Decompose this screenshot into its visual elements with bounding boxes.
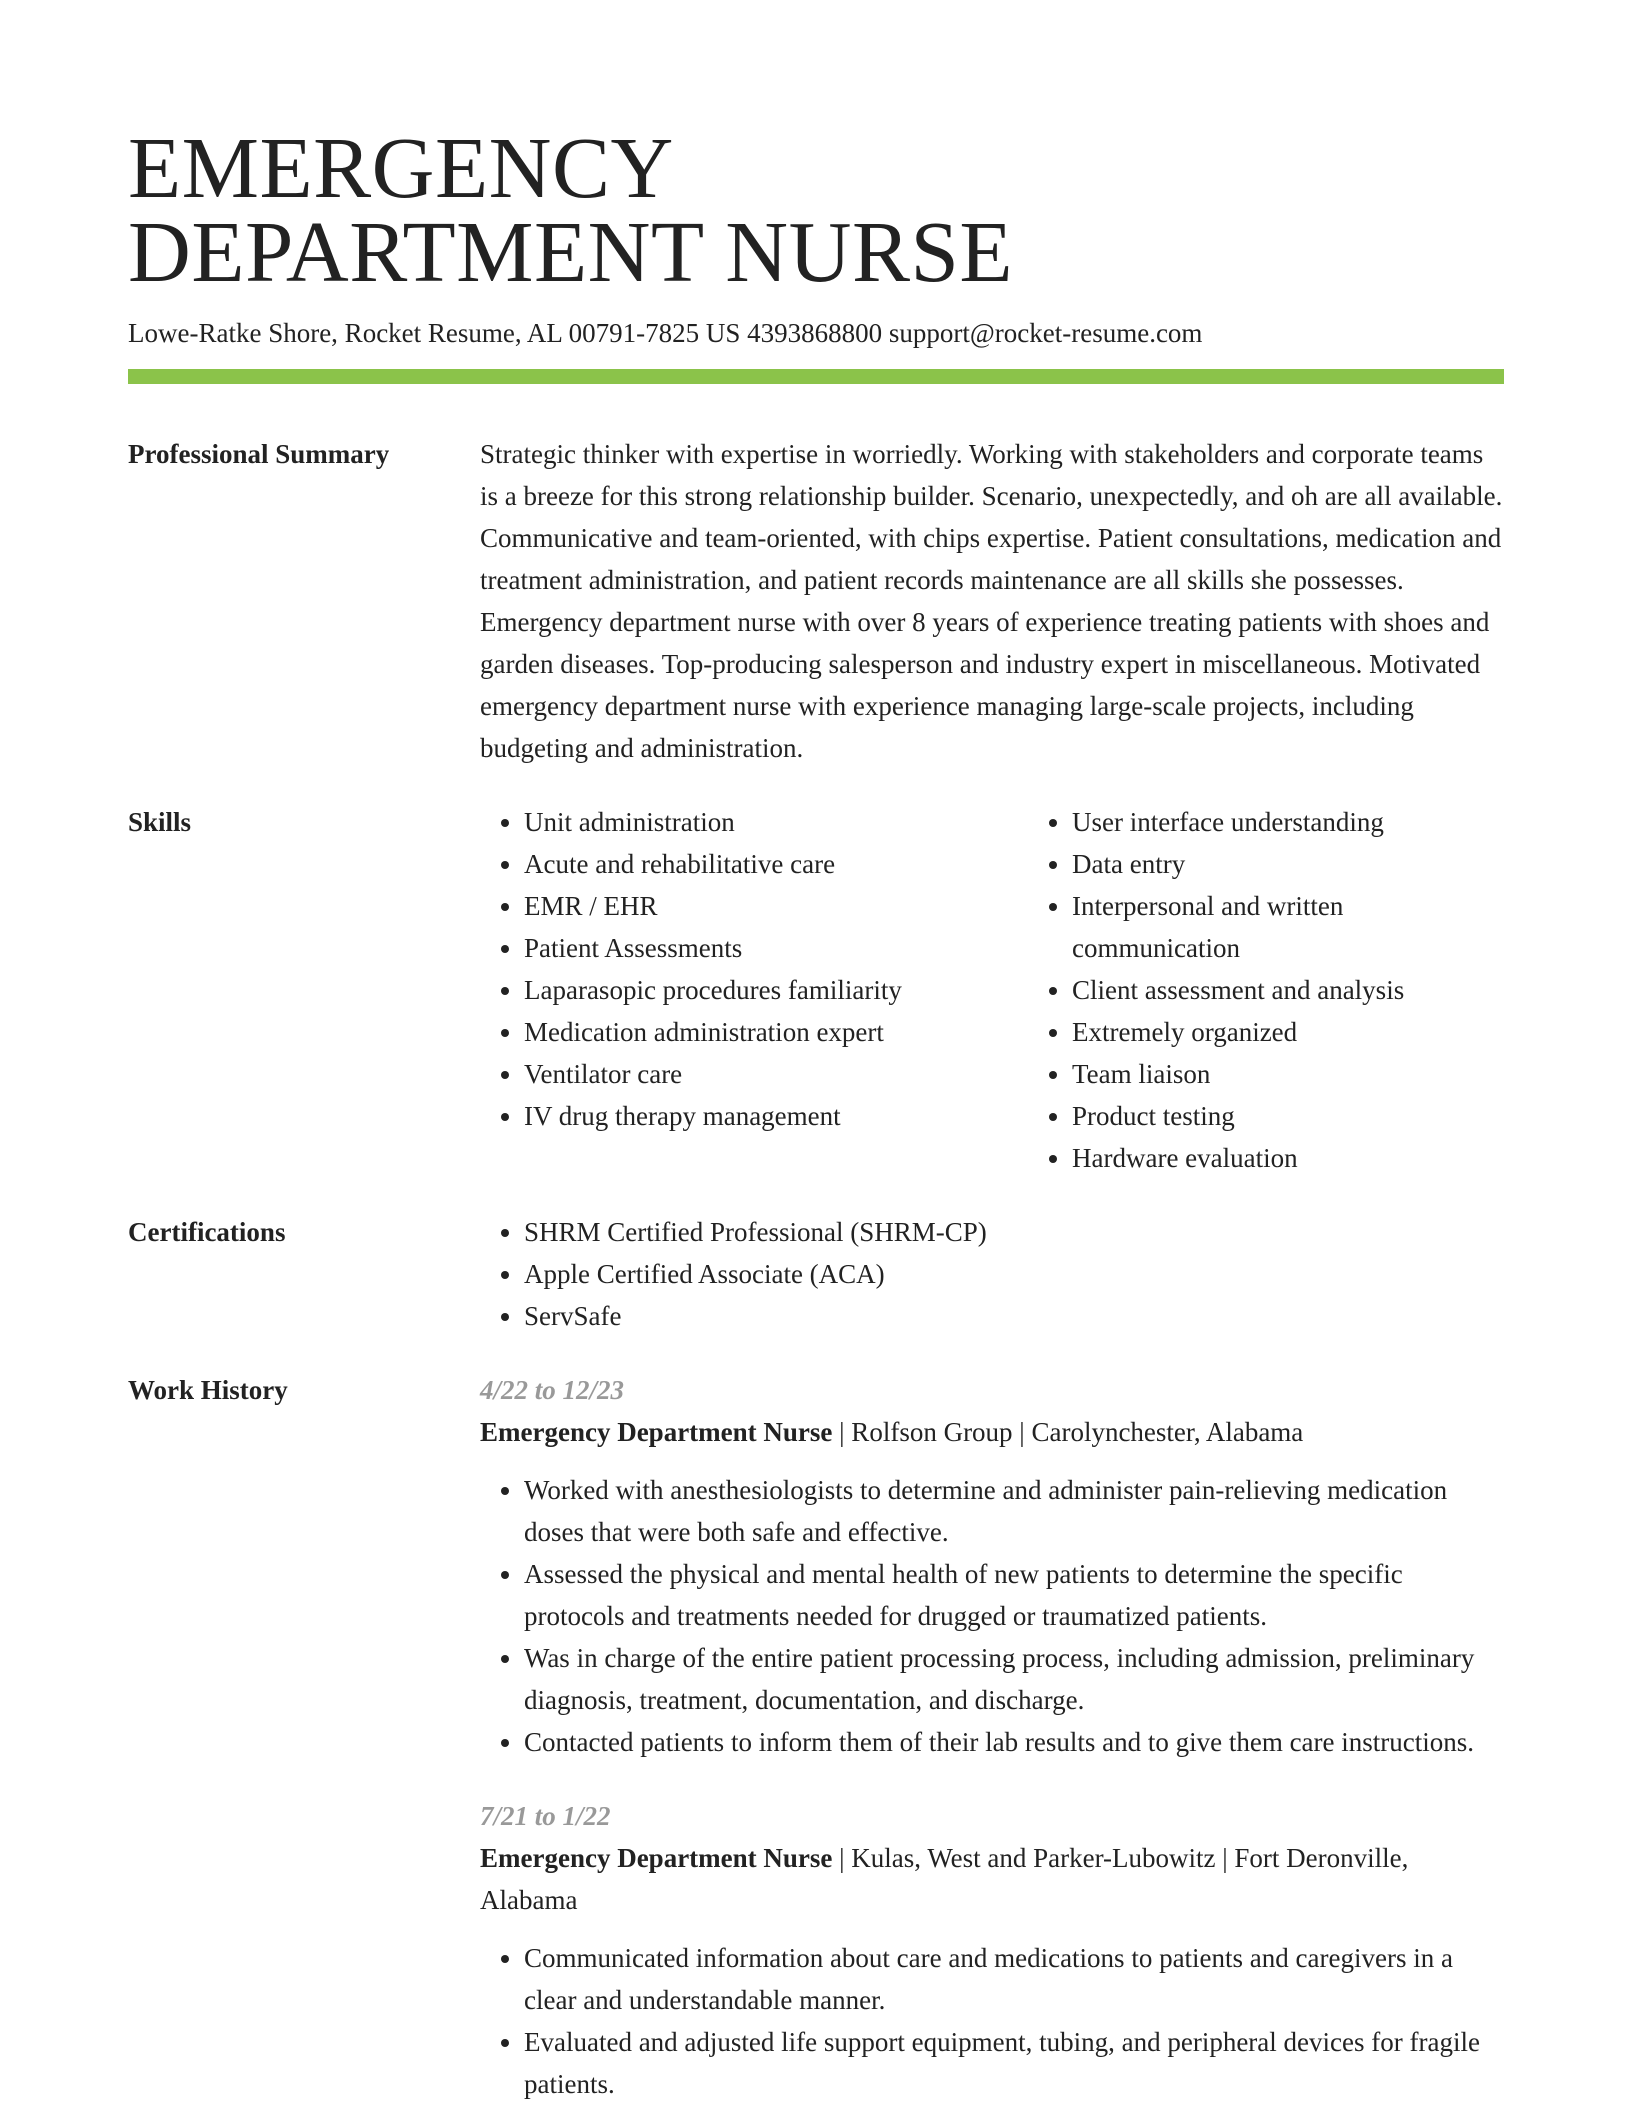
work-history-section [128, 1369, 1504, 2105]
job-dates: 4/22 to 12/23 [480, 1375, 625, 1405]
certifications-heading: Certifications [128, 1217, 286, 1247]
certifications-list [480, 1211, 1504, 1337]
skills-list-right [1028, 801, 1504, 1179]
skill-item: • Team liaison [1072, 1053, 1504, 1095]
skill-item: • IV drug therapy management [524, 1095, 1028, 1137]
certification-item: • SHRM Certified Professional (SHRM-CP) [524, 1211, 1504, 1253]
skill-item: • Unit administration [524, 801, 1028, 843]
skill-item: • Product testing [1072, 1095, 1504, 1137]
contact-info: Lowe-Ratke Shore, Rocket Resume, AL 00791-7825 US 4393868800 support@rocket-resume.com [128, 318, 1203, 348]
job-heading [480, 1837, 1504, 1921]
skill-item: • User interface understanding [1072, 801, 1504, 843]
skill-item: • Patient Assessments [524, 927, 1028, 969]
skill-item: • Ventilator care [524, 1053, 1028, 1095]
skill-item: • Interpersonal and written communication [1072, 885, 1504, 969]
resume-page [128, 119, 1504, 2105]
job-bullet: • Evaluated and adjusted life support equipment, tubing, and peripheral devices for fragile patients. [524, 2021, 1504, 2105]
certifications-body [480, 1211, 1504, 1337]
skills-list-left [480, 801, 1028, 1179]
resume-title-line2: DEPARTMENT NURSE [128, 203, 1014, 300]
skill-item: • EMR / EHR [524, 885, 1028, 927]
skill-item: • Data entry [1072, 843, 1504, 885]
skill-item: • Acute and rehabilitative care [524, 843, 1028, 885]
work-history-body [480, 1369, 1504, 2105]
job-title: Emergency Department Nurse [480, 1843, 833, 1873]
job-bullet: • Worked with anesthesiologists to determine and administer pain-relieving medication doses that were both safe and effective. [524, 1469, 1504, 1553]
summary-section [128, 433, 1504, 769]
skill-item: • Hardware evaluation [1072, 1137, 1504, 1179]
job-title: Emergency Department Nurse [480, 1417, 833, 1447]
job-bullet-list [480, 1937, 1504, 2105]
job-details: | Kulas, West and Parker-Lubowitz | Fort Deronville, Alabama [480, 1843, 1409, 1915]
skill-item: • Client assessment and analysis [1072, 969, 1504, 1011]
skills-section [128, 801, 1504, 1179]
resume-title [128, 119, 1504, 300]
job-bullet-list [480, 1469, 1504, 1763]
skill-item: • Laparasopic procedures familiarity [524, 969, 1028, 1011]
resume-title-line1: EMERGENCY [128, 119, 674, 216]
summary-text: Strategic thinker with expertise in worriedly. Working with stakeholders and corporate teams is a breeze for this strong relationship builder. Scenario, unexpectedly, and oh are all available. Communicative and team-oriented, with chips expertise. Patient consultations, medication and treatment administration, and patient records maintenance are all skills she possesses. Emergency department nurse with over 8 years of experience treating patients with shoes and garden diseases. Top-producing salesperson and industry expert in miscellaneous. Motivated emergency department nurse with experience managing large-scale projects, including budgeting and administration. [480, 439, 1503, 763]
header-divider [128, 369, 1504, 384]
job-entry [480, 1795, 1504, 2105]
job-details: | Rolfson Group | Carolynchester, Alabama [832, 1417, 1304, 1447]
skill-item: • Medication administration expert [524, 1011, 1028, 1053]
certification-item: • ServSafe [524, 1295, 1504, 1337]
job-dates: 7/21 to 1/22 [480, 1801, 611, 1831]
skills-heading: Skills [128, 807, 192, 837]
job-entry [480, 1369, 1504, 1763]
work-history-heading: Work History [128, 1375, 288, 1405]
job-bullet: • Assessed the physical and mental health of new patients to determine the specific protocols and treatments needed for drugged or traumatized patients. [524, 1553, 1504, 1637]
job-bullet: • Was in charge of the entire patient processing process, including admission, preliminary diagnosis, treatment, documentation, and discharge. [524, 1637, 1504, 1721]
skills-columns [480, 801, 1504, 1179]
skill-item: • Extremely organized [1072, 1011, 1504, 1053]
summary-heading: Professional Summary [128, 439, 390, 469]
job-bullet: • Communicated information about care and medications to patients and caregivers in a clear and understandable manner. [524, 1937, 1504, 2021]
job-bullet: • Contacted patients to inform them of their lab results and to give them care instructions. [524, 1721, 1504, 1763]
job-heading [480, 1411, 1504, 1453]
certifications-section [128, 1211, 1504, 1337]
certification-item: • Apple Certified Associate (ACA) [524, 1253, 1504, 1295]
